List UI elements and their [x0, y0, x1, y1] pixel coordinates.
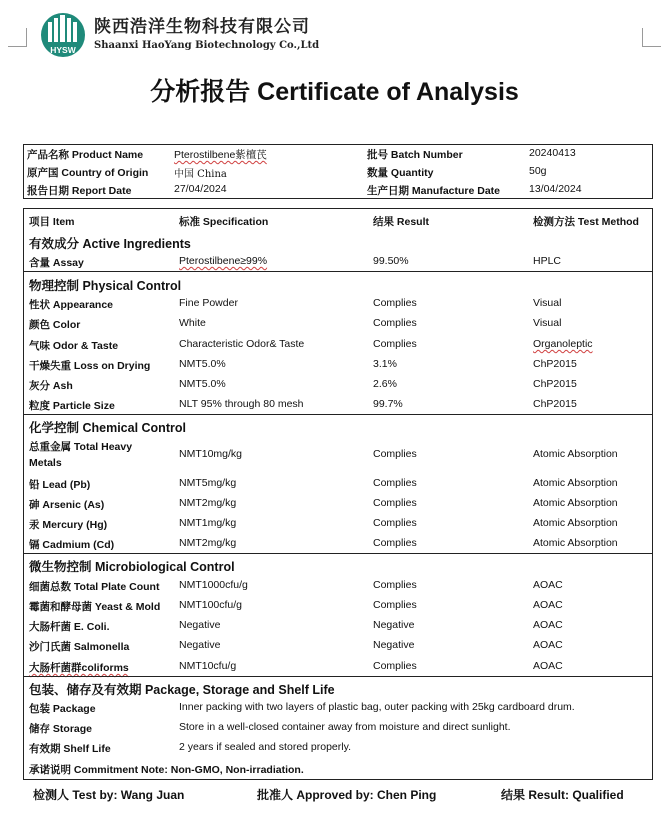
approved-by: 批准人 Approved by: Chen Ping	[257, 788, 437, 802]
col-item: 项目 Item	[29, 216, 75, 228]
info-label: 生产日期 Manufacture Date	[367, 185, 501, 197]
quantity-value: 50g	[529, 165, 547, 177]
crop-mark-right	[642, 28, 661, 47]
crop-mark-left	[8, 28, 27, 47]
divider	[24, 271, 652, 272]
col-spec: 标准 Specification	[179, 216, 269, 228]
letterhead	[40, 10, 319, 60]
report-date-value: 27/04/2024	[174, 183, 227, 195]
product-name-value: Pterostilbene紫檀芪	[174, 149, 267, 161]
document-title: 分析报告 Certificate of Analysis	[150, 78, 519, 106]
logo-text: HYSW	[50, 45, 76, 55]
manufacture-date-value: 13/04/2024	[529, 183, 582, 195]
tested-by: 检测人 Test by: Wang Juan	[33, 788, 185, 802]
info-label: 数量 Quantity	[367, 167, 434, 179]
col-method: 检测方法 Test Method	[533, 216, 639, 228]
col-result: 结果 Result	[373, 216, 430, 228]
info-label: 产品名称 Product Name	[27, 149, 144, 161]
product-info-table	[23, 144, 653, 199]
divider	[24, 553, 652, 554]
company-name-cn: 陕西浩洋生物科技有限公司	[94, 17, 310, 37]
divider	[24, 414, 652, 415]
info-label: 原产国 Country of Origin	[27, 167, 149, 179]
info-label: 批号 Batch Number	[367, 149, 463, 161]
info-label: 报告日期 Report Date	[27, 185, 132, 197]
country-value: 中国 China	[174, 169, 227, 180]
batch-number-value: 20240413	[529, 147, 576, 159]
commitment-note: 承诺说明 Commitment Note: Non-GMO, Non-irradiation.	[29, 764, 304, 776]
company-name-en: Shaanxi HaoYang Biotechnology Co.,Ltd	[94, 40, 320, 51]
final-result: 结果 Result: Qualified	[501, 788, 624, 802]
analysis-table: 项目 Item 标准 Specification 结果 Result 检测方法 Test Method 有效成分 Active Ingredients 含量 Assay Pterostilbene≥99% 99.50% HPLC 物理控制 Physical Control 性状 Appearance Fine Powder Complies Visual 颜色 Color White Complies Visual 气味 Odor & Taste Characteristic Odor& Taste Complies Organoleptic 干燥失重 Loss on Drying NMT5.0% 3.1% ChP2015 灰分 Ash NMT5.0% 2.6% ChP2015 粒度 Particle Size NLT 95% through 80 mesh 99.7% ChP2015 化学控制 Chemical Control 总重金属 Total Heavy NMT10mg/kg Complies Atomic Absorption Metals 铅 Lead (Pb) NMT5mg/kg Complies Atomic Absorption 砷 Arsenic (As) NMT2mg/kg Complies Atomic Absorption 汞 Mercury (Hg) NMT1mg/kg Complies Atomic Absorption 镉 Cadmium (Cd) NMT2mg/kg Complies Atomic Absorption 微生物控制 Microbiological Control 细菌总数 Total Plate Count NMT1000cfu/g Complies AOAC 霉菌和酵母菌 Yeast & Mold NMT100cfu/g Complies AOAC 大肠杆菌 E. Coli. Negative Negative AOAC 沙门氏菌 Salmonella Negative Negative AOAC 大肠杆菌群coliforms NMT10cfu/g Complies AOAC 包装、储存及有效期 Package, Storage and Shelf Life 包装 Package Inner packing with two layers of plastic bag, outer packing with 25kg cardboard drum. 储存 Storage Store in a well-closed container away from moisture and direct sunlight. 有效期 Shelf Life 2 years if sealed and stored properly. 承诺说明 Commitment Note: Non-GMO, Non-irradiation.	[23, 208, 653, 780]
company-logo	[40, 12, 86, 58]
divider	[24, 676, 652, 677]
